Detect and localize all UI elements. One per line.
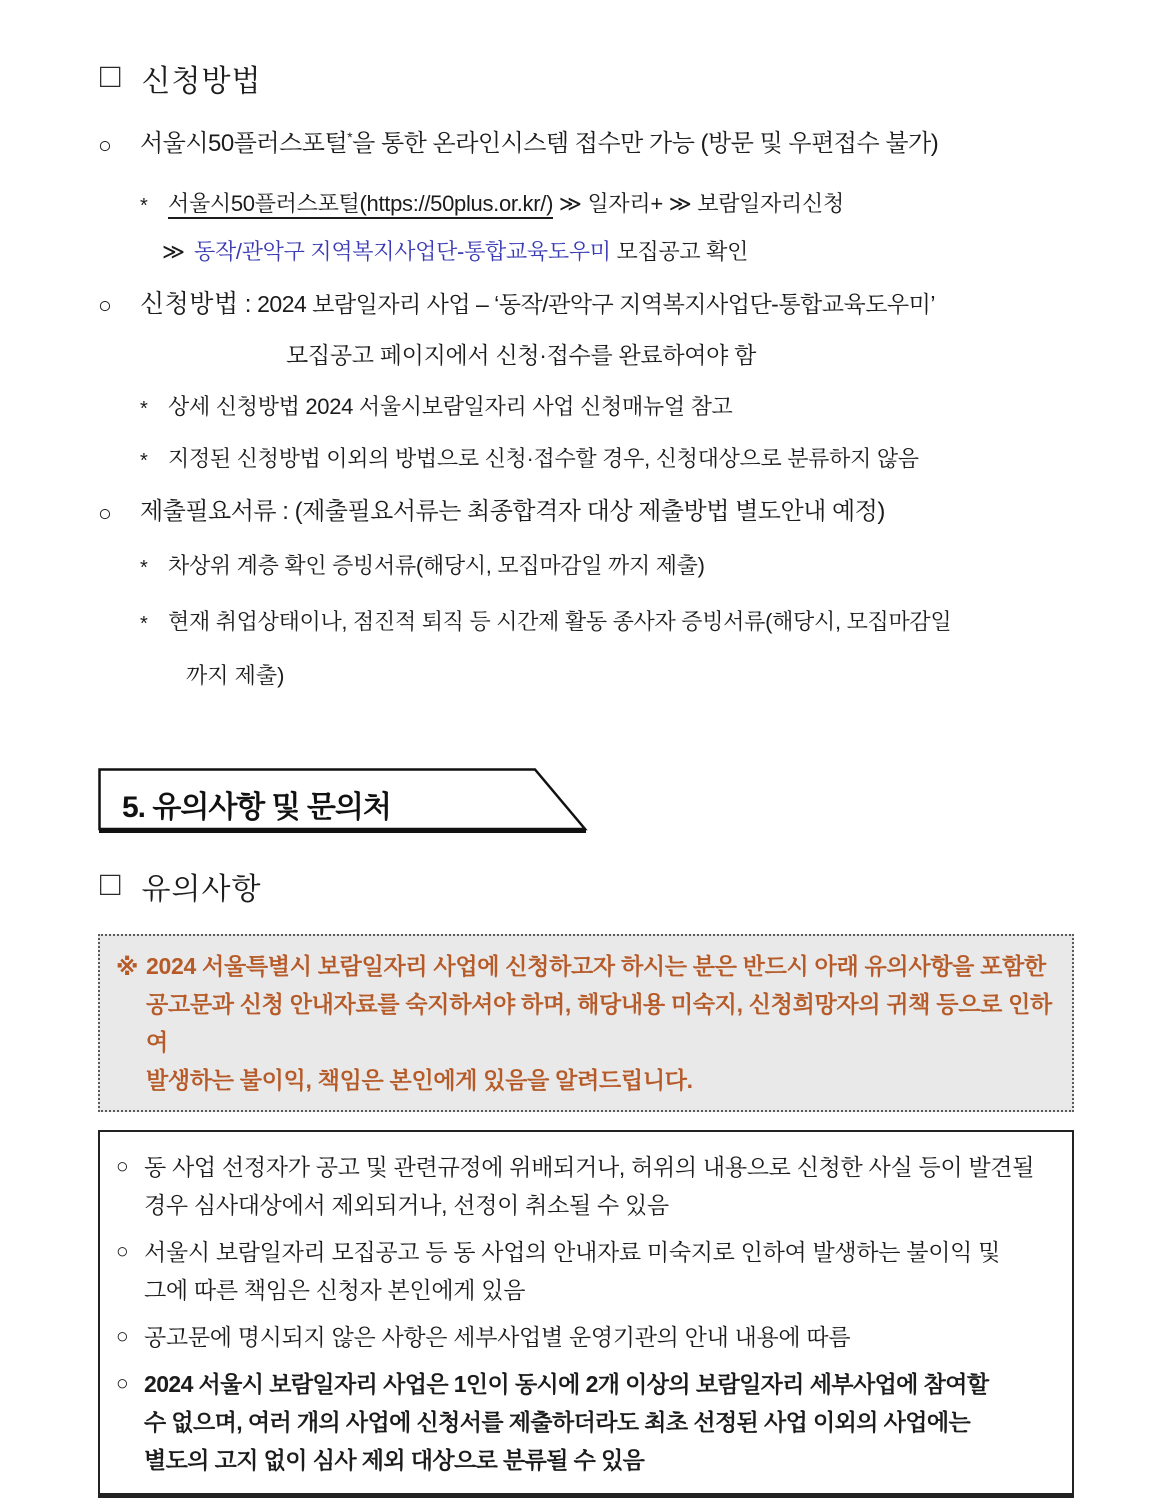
rule4-line3: 별도의 고지 없이 심사 제외 대상으로 분류될 수 있음 — [144, 1447, 645, 1473]
apply-item-portal — [98, 126, 1074, 162]
circle-bullet-icon: ○ — [116, 1325, 129, 1348]
apply-item-method-cont — [98, 337, 1074, 373]
rule-item-1 — [114, 1148, 1058, 1224]
section5-banner — [98, 768, 598, 834]
asterisk-bullet-icon: * — [140, 613, 148, 635]
circle-bullet-icon: ○ — [98, 500, 112, 526]
rule-item-4 — [114, 1365, 1058, 1479]
asterisk-bullet-icon: * — [140, 450, 148, 472]
apply-sub-proof2 — [98, 604, 1074, 640]
rule-item-2 — [114, 1233, 1058, 1309]
circle-bullet-icon: ○ — [116, 1372, 129, 1395]
warning-line2: 공고문과 신청 안내자료를 숙지하셔야 하며, 해당내용 미숙지, 신청희망자의 귀책 등으로 인하여 — [146, 991, 1052, 1055]
program-path-rest: 모집공고 확인 — [610, 239, 749, 264]
notice-heading-text: 유의사항 — [141, 873, 262, 906]
method-label: 신청방법 — [140, 290, 239, 318]
footnote-asterisk: * — [347, 129, 353, 145]
reference-mark-icon: ※ — [116, 954, 139, 980]
apply-sub-proof1 — [98, 548, 1074, 584]
circle-bullet-icon: ○ — [98, 292, 112, 318]
apply-sub-portal-path — [98, 186, 1074, 222]
proof1-text: 차상위 계층 확인 증빙서류(해당시, 모집마감일 까지 제출) — [168, 553, 705, 578]
rule1-line1: 동 사업 선정자가 공고 및 관련규정에 위배되거나, 허위의 내용으로 신청한 사실 등이 발견될 — [144, 1154, 1035, 1180]
portal-name: 서울시50플러스포털 — [140, 130, 348, 157]
portal-path-rest: ≫ 일자리+ ≫ 보람일자리신청 — [553, 191, 844, 216]
proof2-line1: 현재 취업상태이나, 점진적 퇴직 등 시간제 활동 종사자 증빙서류(해당시, 모집마감일 — [168, 609, 952, 634]
proof2-line2: 까지 제출) — [186, 663, 285, 688]
method-separator: : — [238, 291, 258, 318]
rule-item-3 — [114, 1318, 1058, 1356]
notice-section-heading — [100, 864, 1074, 908]
double-arrow-icon: ≫ — [162, 239, 185, 264]
warning-box — [98, 934, 1074, 1112]
rule3-line1: 공고문에 명시되지 않은 사항은 세부사업별 운영기관의 안내 내용에 따름 — [144, 1324, 851, 1350]
apply-sub-restriction — [98, 441, 1074, 477]
apply-item-method — [98, 286, 1074, 323]
method-text: 2024 보람일자리 사업 – ‘동작/관악구 지역복지사업단-통합교육도우미’ — [257, 291, 935, 317]
square-bullet-icon: □ — [100, 865, 122, 903]
apply-sub-manual — [98, 389, 1074, 425]
restriction-text: 지정된 신청방법 이외의 방법으로 신청·접수할 경우, 신청대상으로 분류하지 않음 — [168, 446, 919, 471]
section5-banner-title: 5. 유의사항 및 문의처 — [122, 791, 391, 824]
portal-url-link: 서울시50플러스포털(https://50plus.or.kr/) — [168, 191, 553, 219]
asterisk-bullet-icon: * — [140, 195, 148, 217]
asterisk-bullet-icon: * — [140, 398, 148, 420]
circle-bullet-icon: ○ — [116, 1155, 129, 1178]
warning-line3: 발생하는 불이익, 책임은 본인에게 있음을 알려드립니다. — [146, 1067, 693, 1093]
circle-bullet-icon: ○ — [98, 132, 112, 158]
rules-box — [98, 1130, 1074, 1498]
method-text-line2: 모집공고 페이지에서 신청·접수를 완료하여야 함 — [286, 342, 757, 368]
apply-section-heading — [100, 56, 1074, 100]
documents-text: 제출필요서류 : (제출필요서류는 최종합격자 대상 제출방법 별도안내 예정) — [140, 498, 885, 525]
manual-text: 상세 신청방법 2024 서울시보람일자리 사업 신청매뉴얼 참고 — [168, 394, 733, 419]
apply-sub-program-path — [98, 234, 1074, 270]
square-bullet-icon: □ — [100, 57, 122, 95]
rule4-line2: 수 없으며, 여러 개의 사업에 신청서를 제출하더라도 최초 선정된 사업 이외의 사업에는 — [144, 1409, 971, 1435]
asterisk-bullet-icon: * — [140, 557, 148, 579]
program-name-highlight: 동작/관악구 지역복지사업단-통합교육도우미 — [194, 239, 611, 264]
rule2-line2: 그에 따른 책임은 신청자 본인에게 있음 — [144, 1277, 526, 1303]
circle-bullet-icon: ○ — [116, 1240, 129, 1263]
portal-line-rest: 을 통한 온라인시스템 접수만 가능 (방문 및 우편접수 불가) — [352, 130, 939, 157]
rule2-line1: 서울시 보람일자리 모집공고 등 동 사업의 안내자료 미숙지로 인하여 발생하는 불이익 및 — [144, 1239, 1001, 1265]
warning-line1: 2024 서울특별시 보람일자리 사업에 신청하고자 하시는 분은 반드시 아래 유의사항을 포함한 — [146, 953, 1046, 979]
apply-item-documents — [98, 494, 1074, 530]
apply-heading-text: 신청방법 — [141, 65, 262, 98]
rule1-line2: 경우 심사대상에서 제외되거나, 선정이 취소될 수 있음 — [144, 1192, 669, 1218]
apply-sub-proof2-cont — [98, 658, 1074, 694]
warning-text — [116, 947, 1058, 1099]
rule4-line1: 2024 서울시 보람일자리 사업은 1인이 동시에 2개 이상의 보람일자리 세부사업에 참여할 — [144, 1371, 989, 1397]
